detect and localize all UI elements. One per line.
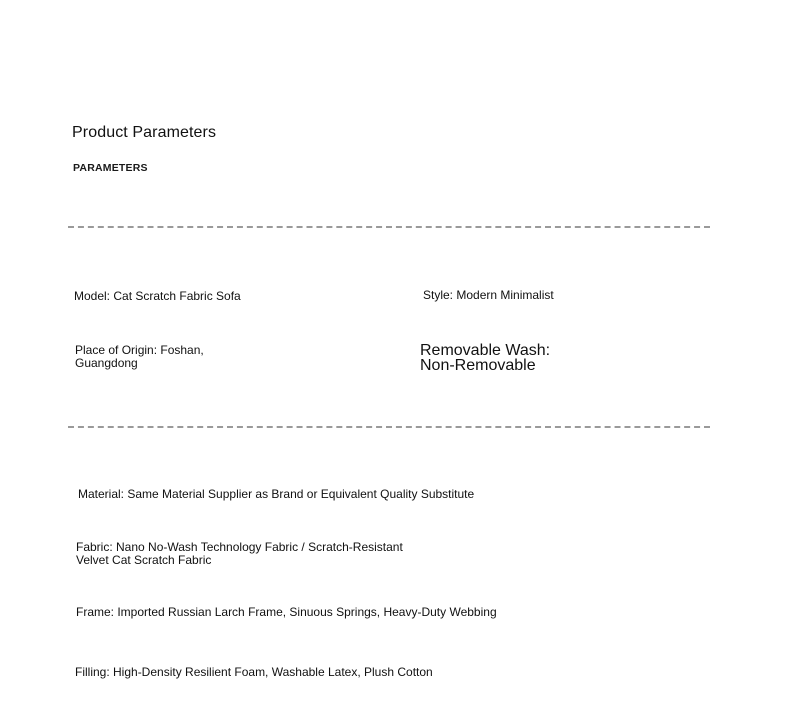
param-fabric-line1: Fabric: Nano No-Wash Technology Fabric / Scratch-Resistant bbox=[76, 540, 403, 554]
divider-top bbox=[68, 226, 710, 228]
param-removable-line1: Removable Wash: bbox=[420, 342, 551, 359]
param-origin-line1: Place of Origin: Foshan, bbox=[75, 343, 204, 357]
page-title: Product Parameters bbox=[72, 124, 217, 141]
param-fabric-line2: Velvet Cat Scratch Fabric bbox=[76, 553, 212, 567]
param-origin bbox=[75, 344, 204, 370]
param-frame: Frame: Imported Russian Larch Frame, Sinuous Springs, Heavy-Duty Webbing bbox=[76, 605, 497, 619]
param-model: Model: Cat Scratch Fabric Sofa bbox=[74, 289, 241, 303]
param-fabric bbox=[76, 541, 403, 567]
section-subtitle: PARAMETERS bbox=[73, 162, 148, 174]
divider-middle bbox=[68, 426, 710, 428]
param-removable-wash bbox=[420, 343, 550, 373]
param-material: Material: Same Material Supplier as Brand or Equivalent Quality Substitute bbox=[78, 487, 475, 501]
param-origin-line2: Guangdong bbox=[75, 356, 138, 370]
param-removable-line2: Non-Removable bbox=[420, 357, 536, 374]
param-filling: Filling: High-Density Resilient Foam, Washable Latex, Plush Cotton bbox=[75, 665, 433, 679]
param-style: Style: Modern Minimalist bbox=[423, 288, 554, 302]
